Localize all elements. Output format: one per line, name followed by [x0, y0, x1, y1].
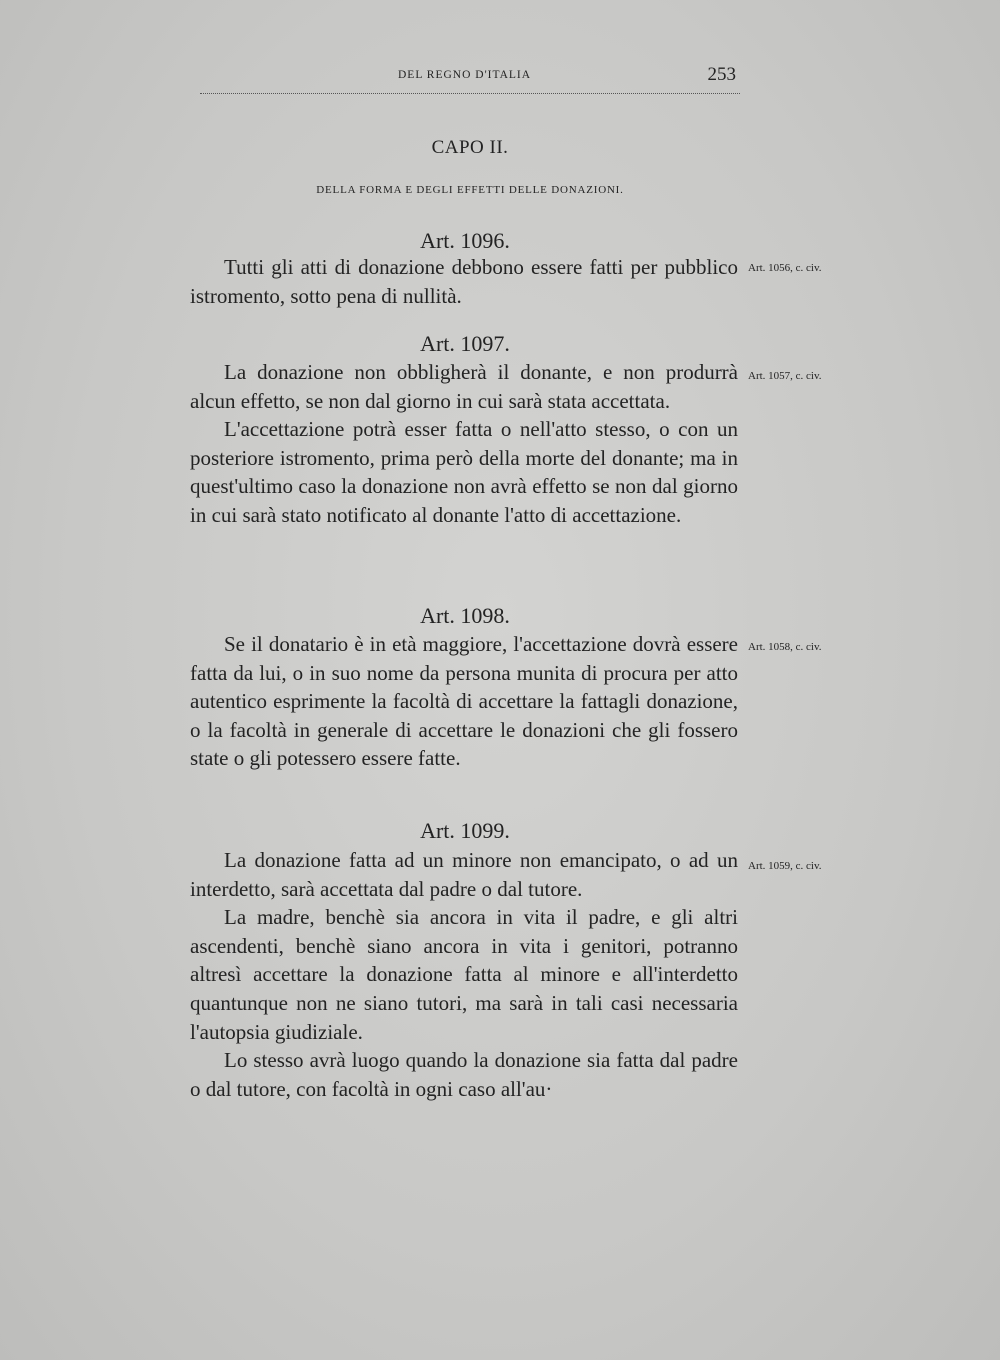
header-title: DEL REGNO D'ITALIA — [398, 69, 532, 81]
article-paragraph: Tutti gli atti di donazione debbono essere fatti per pubblico istromento, sotto pena di nullità. — [190, 255, 738, 308]
article-paragraph: La donazione non obbligherà il donante, e non produrrà alcun effetto, se non dal giorno in cui sarà stata accettata. — [190, 360, 738, 413]
article-paragraph: La madre, benchè sia ancora in vita il padre, e gli altri ascendenti, benchè siano ancora in vita i genitori, potranno altresì accettare la donazione fatta al minore e all'interdetto quantunque non ne siano tutori, ma sarà in tali casi necessaria l'autopsia giudiziale. — [190, 905, 738, 1044]
article-1097-margin-note: Art. 1057, c. civ. — [748, 370, 822, 382]
article-1098-body — [190, 630, 738, 773]
page-number: 253 — [707, 64, 736, 85]
article-1097-body — [190, 358, 738, 530]
article-1097-title: Art. 1097. — [420, 331, 510, 356]
article-1099-margin-note: Art. 1059, c. civ. — [748, 860, 822, 872]
article-paragraph: Lo stesso avrà luogo quando la donazione sia fatta dal padre o dal tutore, con facoltà in ogni caso all'au· — [190, 1048, 738, 1101]
article-1096-body — [190, 253, 738, 310]
article-1099-title: Art. 1099. — [420, 818, 510, 843]
article-paragraph: La donazione fatta ad un minore non emancipato, o ad un interdetto, sarà accettata dal padre o dal tutore. — [190, 848, 738, 901]
article-1098-title: Art. 1098. — [420, 603, 510, 628]
chapter-subtitle: DELLA FORMA E DEGLI EFFETTI DELLE DONAZIONI. — [316, 184, 624, 196]
article-paragraph: L'accettazione potrà esser fatta o nell'atto stesso, o con un posteriore istromento, prima però della morte del donante; ma in quest'ultimo caso la donazione non avrà effetto se non dal giorno in cui sarà stato notificato al donante l'atto di accettazione. — [190, 417, 738, 527]
article-1096-margin-note: Art. 1056, c. civ. — [748, 262, 822, 274]
chapter-title: CAPO II. — [431, 137, 509, 158]
article-1099-body — [190, 846, 738, 1103]
article-1098-margin-note: Art. 1058, c. civ. — [748, 641, 822, 653]
article-paragraph: Se il donatario è in età maggiore, l'accettazione dovrà essere fatta da lui, o in suo nome da persona munita di procura per atto autentico esprimente la facoltà di accettare la fattagli donazione, o la facoltà in generale di accettare le donazioni che gli fossero state o gli potessero essere fatte. — [190, 632, 738, 771]
article-1096-title: Art. 1096. — [420, 228, 510, 253]
running-header — [200, 63, 740, 94]
